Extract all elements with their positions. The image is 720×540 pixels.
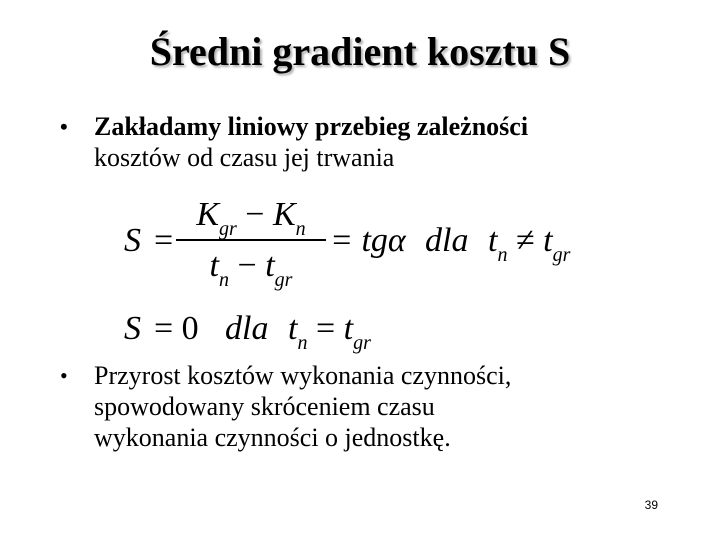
formula2-cond-word: dla [225,310,269,347]
cond2-t2: t [343,310,354,347]
cond-t2: t [543,222,553,259]
cond-t1: t [488,222,498,259]
num-k2-sub: n [295,218,306,240]
bullet-assumption [60,111,680,173]
bullet-text-line3: wykonania czynności o jednostkę. [94,423,451,452]
cond-neq: ≠ [515,222,535,259]
num-k1-sub: gr [219,218,237,240]
den-t1: t [209,247,219,284]
cond-t2-sub: gr [552,244,571,266]
formula1-rhs: = tgα [330,222,406,259]
num-k2: K [272,196,296,233]
cond2-eq: = [315,310,336,347]
bullet-text-line2: spowodowany skróceniem czasu [94,392,435,421]
formula1-cond-word: dla [425,222,469,259]
formula2-eq: = 0 [154,310,199,347]
formula1-s: S [124,222,141,259]
bullet-text-line1: Zakładamy liniowy przebieg zależności [94,112,529,141]
bullet-text-line1: Przyrost kosztów wykonania czynności, [94,361,512,390]
formula1-lhs [124,222,141,260]
bullet-marker: • [60,363,68,388]
cond2-t1: t [288,310,298,347]
bullet-increase [60,360,680,453]
formula1-numerator [176,196,326,240]
cond-t1-sub: n [497,244,508,266]
page-number: 39 [644,498,658,512]
num-k1: K [196,196,219,233]
formula1-eq: = [154,222,174,259]
den-t2: t [265,247,275,284]
slide-title: Średni gradient kosztu S [149,29,571,74]
bullet-text-line2: kosztów od czasu jej trwania [94,143,395,172]
cond2-t2-sub: gr [353,332,371,354]
den-t2-sub: gr [274,269,293,291]
den-t1-sub: n [219,269,229,291]
formula2-condition [288,310,371,354]
den-minus: − [237,247,257,284]
formula1-condition [488,222,571,266]
formula1-fraction [176,196,326,291]
formula2-lhs: S [124,310,141,347]
num-minus: − [245,196,265,233]
bullet-marker: • [60,114,68,139]
formula1-denominator [176,247,326,291]
cond2-t1-sub: n [297,332,308,354]
